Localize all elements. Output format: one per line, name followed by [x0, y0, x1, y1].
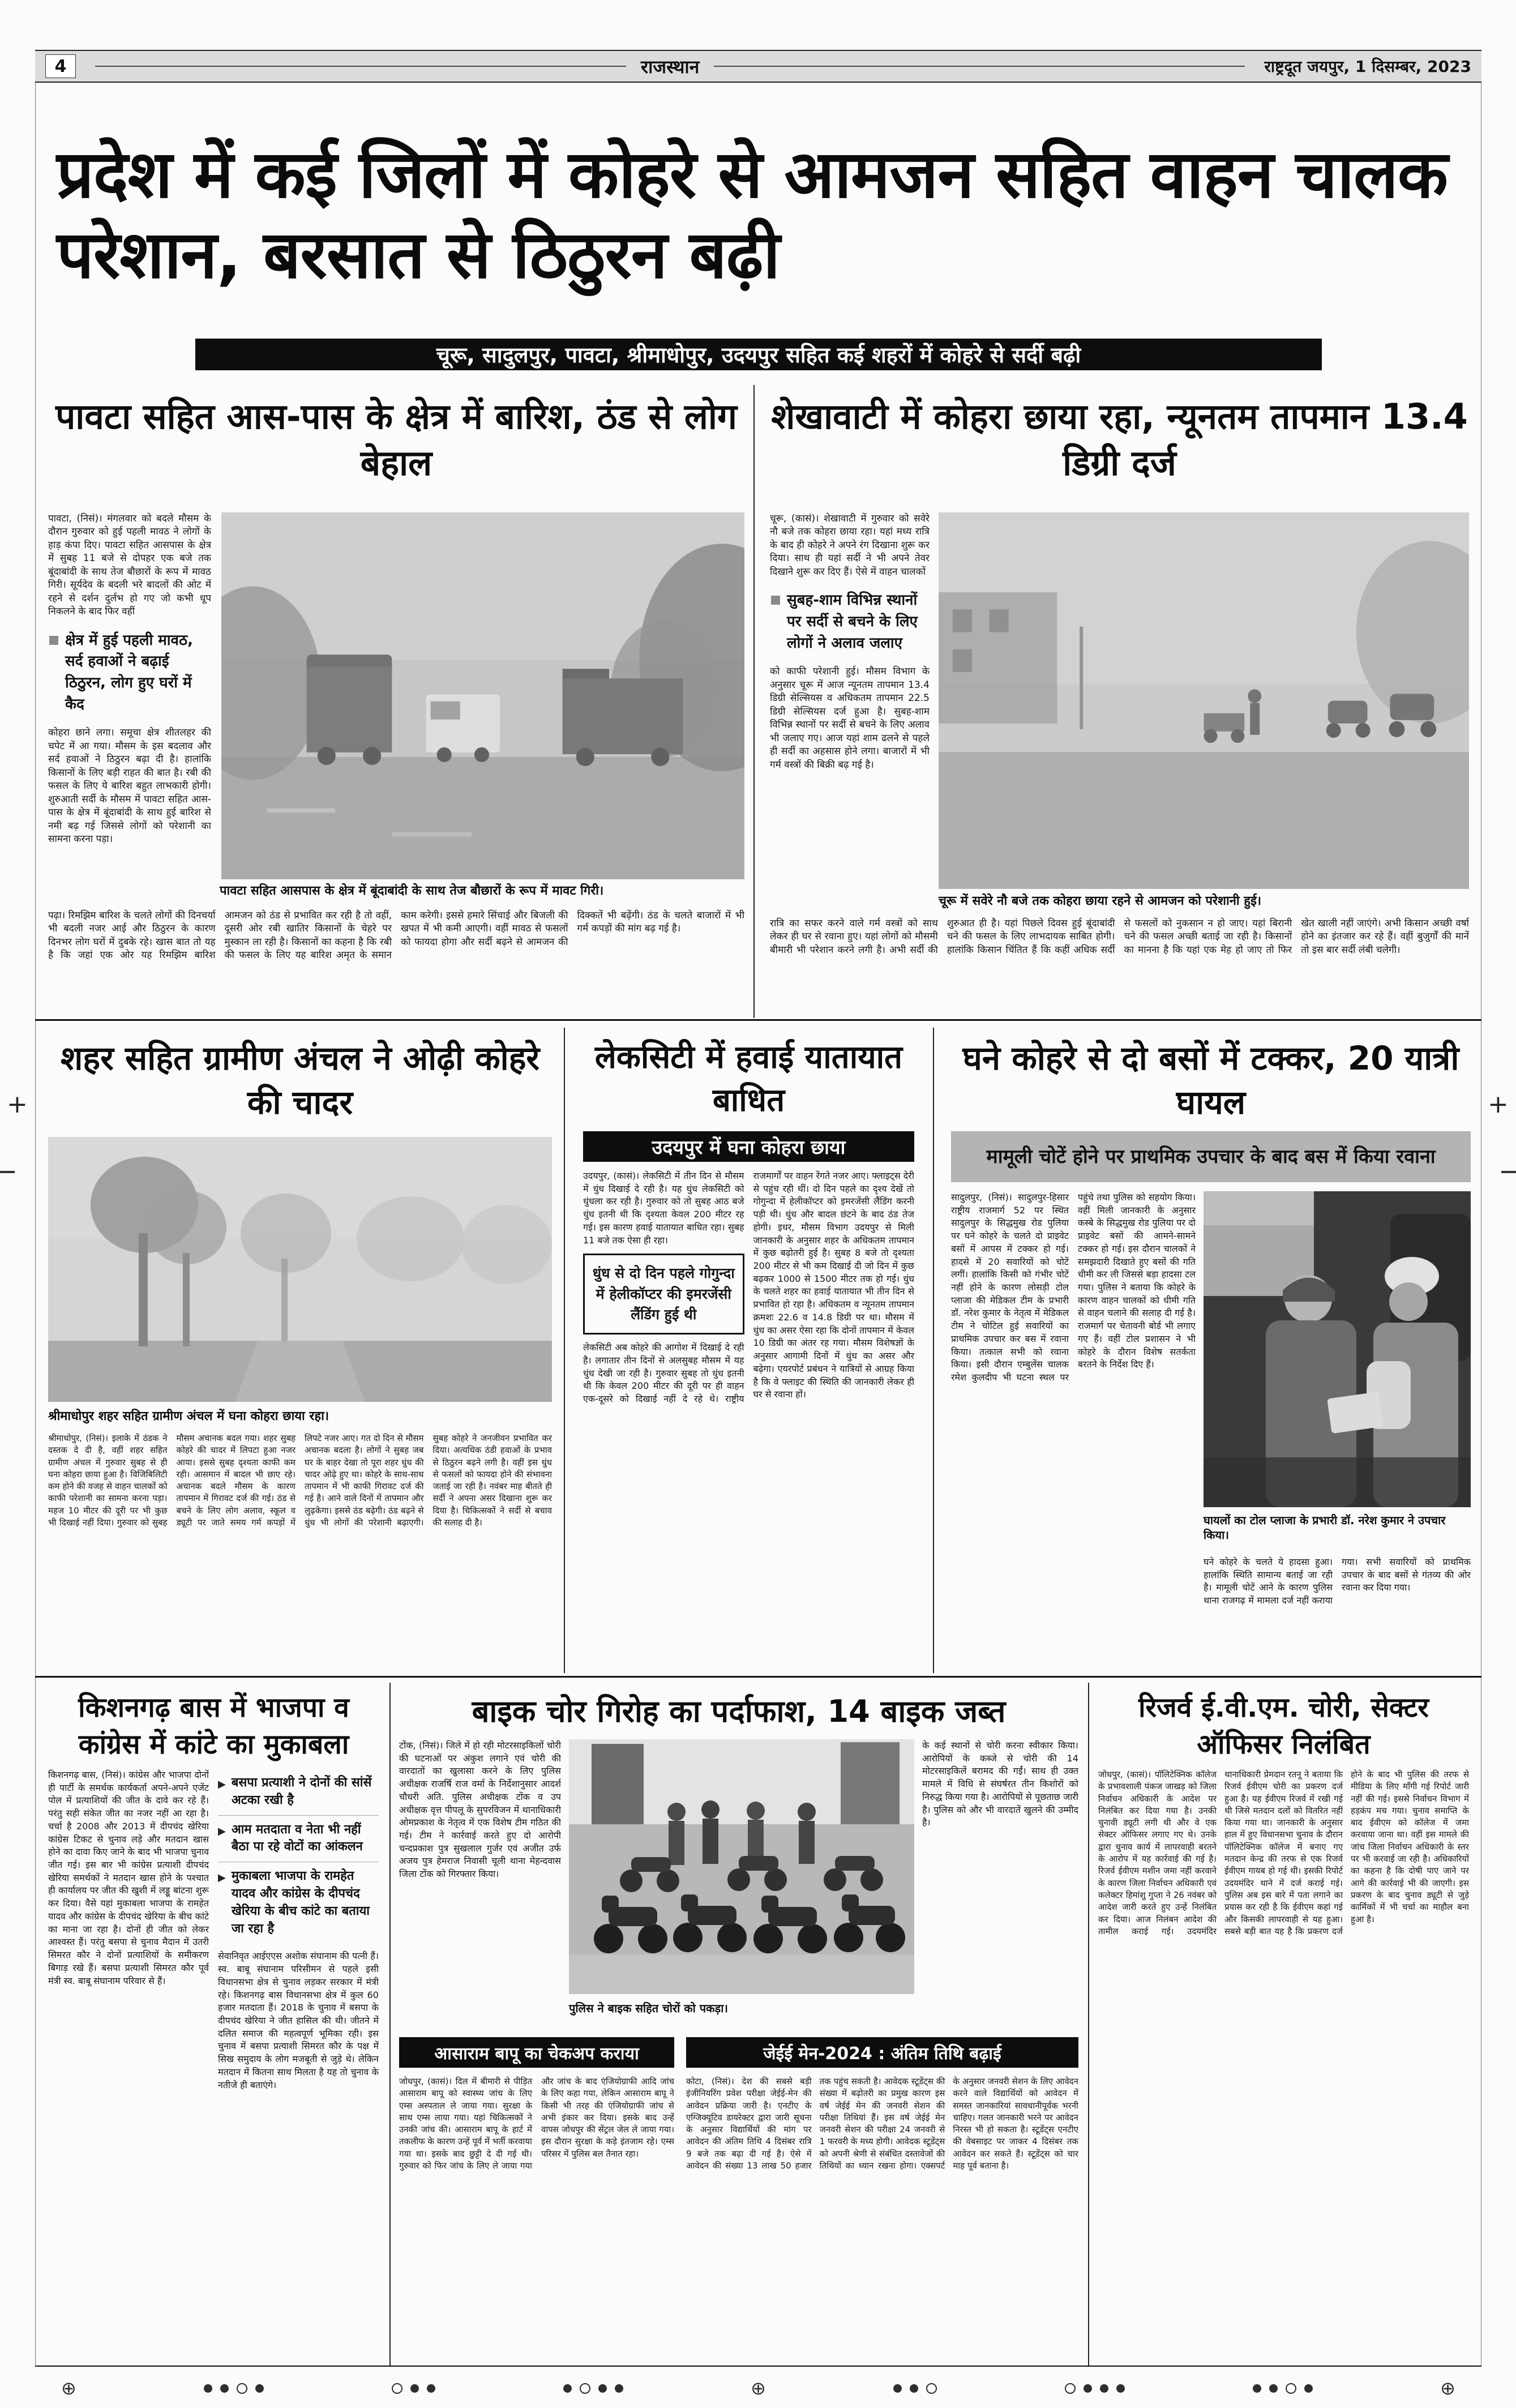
photo-fog-trees [48, 1137, 552, 1402]
registration-target-icon: ⊕ [61, 2377, 76, 2399]
pawta-pullquote [49, 630, 210, 716]
registration-plus-icon: + [1488, 1090, 1509, 1119]
bike-body-1: टोंक, (निसं)। जिले में हो रही मोटरसाइकिलों चोरी की घटनाओं पर अंकुश लगाने एवं चोरी की वारदातों का खुलासा करने के लिए पुलिस अधीक्षक राजर्षि राज वर्मा के निर्देशानुसार आदर्श चौधरी अति. पुलिस अधीक्षक टोंक व उप अधीक्षक वृत्त पीपलू के सुपरविजन में थानाधिकारी ओमप्रकाश के नेतृत्व में एक विशेष टीम गठित की गई। टीम ने कार्रवाई करते हुए दो आरोपी चन्दप्रकाश पुत्र सुखलाल गुर्जर एवं अजीत उर्फ अजय पुत्र हेमराज निवासी चूली थाना मेहन्दवास जिला टोंक को गिरफ्तार किया। [399, 1740, 561, 1880]
arrow-bullet-icon: ▶ [218, 1778, 226, 1790]
shekhawati-pullquote [771, 590, 928, 654]
lakecity-body-1: उदयपुर, (कासं)। लेकसिटी में तीन दिन से मौसम में धुंध दिखाई दे रही है। यह धुंध लेकसिटी को धुंधला कर रही है। गुरुवार को तो सुबह आठ बजे धुंध इतनी थी कि दृश्यता केवल 200 मीटर रह गई। इस कारण हवाई यातायात बाधित रहा। सुबह 11 बजे तक ऐसा ही रहा। [583, 1170, 744, 1246]
divider-middle-1 [564, 1028, 565, 1673]
asaram-headline: आसाराम बापू का चेकअप कराया [399, 2037, 674, 2068]
lakecity-infobox [583, 1254, 744, 1335]
divider-middle-2 [933, 1028, 934, 1673]
fog-trees-illustration [48, 1137, 552, 1402]
pawta-body-3: पढ़ा। रिमझिम बारिश के चलते लोगों की दिनचर्या भी बदली नजर आई और ठिठुरन के कारण दिनभर लोग घरों में दुबके रहे। खास बात तो यह है कि जहां एक ओर यह रिमझिम बारिश आमजन को ठंड से प्रभावित कर रही है तो वहीं, दूसरी ओर रबी खातिर किसानों के चेहरे पर मुस्कान ला रही है। किसानों का कहना है कि रबी की फसल के लिए यह बारिश अमृत के समान काम करेगी। इससे हमारे सिंचाई और बिजली की खपत में भी कमी आएगी। वहीं मावठ से फसलों को फायदा होगा और सर्दी बढ़ने से आमजन की दिक्कतें भी बढ़ेंगी। ठंड के चलते बाजारों में भी गर्म कपड़ों की मांग बढ़ गई है। [48, 910, 744, 961]
footer-dot-group [392, 2383, 435, 2394]
kishangarh-content [48, 1769, 379, 2361]
registration-plus-icon: + [7, 1090, 28, 1119]
bike-body-2: के कई स्थानों से चोरी करना स्वीकार किया। आरोपियों के कब्जे से चोरी की 14 मोटरसाइकिलें बरामद की गईं। साथ ही उक्त मामले में विधि से संघर्षरत तीन किशोरों को निरुद्ध किया गया है। आरोपियों से पूछताछ जारी है। पुलिस को और भी वारदातें खुलने की उम्मीद है। [922, 1740, 1078, 1828]
photo-fog-road [221, 512, 744, 879]
chadar-headline: शहर सहित ग्रामीण अंचल ने ओढ़ी कोहरे की चादर [60, 1039, 540, 1122]
divider-bottom-2 [1088, 1683, 1089, 2366]
masthead-rule-left [95, 66, 626, 67]
section-title: राजस्थान [641, 55, 700, 78]
shekhawati-body-2: को काफी परेशानी हुई। मौसम विभाग के अनुसार चूरू में आज न्यूनतम तापमान 13.4 डिग्री सेल्सियस व अधिकतम तापमान 22.5 डिग्री सेल्सियस दर्ज हुआ है। सुबह-शाम विभिन्न स्थानों पर सर्दी से बचने के लिए अलाव भी जलाए गए। आज यहां शाम ढलने से पहले ही सर्दी का अहसास होने लगा। बाजारों में भी गर्म वस्त्रों की बिक्री बढ़ गई है। [770, 666, 930, 771]
photo-churu-street [939, 512, 1469, 889]
registration-dash-icon [1501, 1171, 1516, 1173]
pawta-caption: पावटा सहित आसपास के क्षेत्र में बूंदाबांदी के साथ तेज बौछारों के रूप में मावट गिरी। [220, 884, 604, 898]
frame-left [35, 50, 36, 2367]
asaram-body: जोधपुर, (कासं)। दिल में बीमारी से पीड़ित आसाराम बापू को स्वास्थ्य जांच के लिए एम्स अस्पताल ले जाया गया। सुरक्षा के साथ एम्स लाया गया। यहां चिकित्सकों ने उनकी जांच की। आसाराम बापू के हार्ट में तकलीफ के कारण उन्हें पूर्व में भर्ती करवाया गया था। इसके बाद छुट्टी दे दी गई थी। गुरुवार को फिर जांच के लिए ले जाया गया और जांच के बाद एंजियोग्राफी आदि जांच के लिए कहा गया, लेकिन आसाराम बापू ने किसी भी तरह की एंजियोग्राफी जांच से अभी इंकार कर दिया। इसके बाद उन्हें वापस जोधपुर की सेंट्रल जेल ले जाया गया। इस दौरान सुरक्षा के कड़े इंतजाम रहे। एम्स परिसर में पुलिस बल तैनात रहा। [399, 2076, 674, 2171]
chadar-body: श्रीमाधोपुर, (निसं)। इलाके में ठंडक ने दस्तक दे दी है, वहीं शहर सहित ग्रामीण अंचल में गुरुवार सुबह से ही घना कोहरा छाया हुआ है। विजिबिलिटी कम होने की वजह से वाहन चालकों को काफी परेशानी का सामना करना पड़ा। महज 10 मीटर की दूरी पर भी कुछ भी दिखाई नहीं दिया। गुरुवार को सुबह मौसम अचानक बदल गया। शहर सुबह कोहरे की चादर में लिपटा हुआ नजर आया। इससे सुबह दृश्यता काफी कम रही। आसमान में बादल भी छाए रहे। अचानक बदले मौसम के कारण तापमान में गिरावट दर्ज की गई। ठंड से बचने के लिए लोग अलाव, स्कूल व ड्यूटी पर जाते समय गर्म कपड़ों में लिपटे नजर आए। गत दो दिन से मौसम अचानक बदला है। लोगों ने सुबह जब घर के बाहर देखा तो पूरा शहर धुंध की चादर ओढ़े हुए था। कोहरे के साथ-साथ तापमान में भी काफी गिरावट दर्ज की गई है। आने वाले दिनों में तापमान और लुढ़केगा। इससे ठंड बढ़ेगी। ठंड बढ़ने से धुंध भी लोगों की परेशानी बढ़ाएगी। सुबह कोहरे ने जनजीवन प्रभावित कर दिया। अत्यधिक ठंडी हवाओं के प्रभाव से ठिठुरन बढ़ने लगी है। वहीं इस धुंध से फसलों को फायदा होने की संभावना जताई जा रही है। नवंबर माह बीतते ही सर्दी ने अपना असर दिखाना शुरू कर दिया है। चिकित्सकों ने सर्दी से बचाव की सलाह दी है। [48, 1433, 552, 1528]
bike-caption: पुलिस ने बाइक सहित चोरों को पकड़ा। [569, 2001, 728, 2015]
pawta-column-1 [48, 512, 211, 879]
lakecity-headline: लेकसिटी में हवाई यातायात बाधित [594, 1039, 903, 1119]
edition-date: राष्ट्रदूत जयपुर, 1 दिसम्बर, 2023 [1264, 57, 1471, 76]
registration-dash-icon [0, 1171, 15, 1173]
fog-road-illustration [221, 512, 744, 879]
footer-dot-group [893, 2383, 937, 2394]
kishangarh-bullet-2-text: आम मतदाता व नेता भी नहीं बैठा पा रहे वोटों का आंकलन [231, 1822, 363, 1854]
evm-body: जोधपुर, (कासं)। पॉलिटेक्निक कॉलेज के प्रभावशाली पंकज जाखड़ को जिला निर्वाचन अधिकारी के आदेश पर निलंबित कर दिया गया है। उनकी चुनावी ड्यूटी लगी थी और वे एक सेक्टर ऑफिसर लगाए गए थे। उनके द्वारा चुनाव कार्य में लापरवाही बरतने के आरोप में यह कार्रवाई की गई है। रिजर्व ईवीएम मशीन जमा नहीं करवाने के कारण जिला निर्वाचन अधिकारी एवं कलेक्टर हिमांशु गुप्ता ने 26 नवंबर को आदेश जारी करते हुए उन्हें निलंबित कर दिया। आज निलंबन आदेश की तामील कराई गई। उदयमंदिर थानाधिकारी प्रेमदान रतनू ने बताया कि रिजर्व ईवीएम चोरी का प्रकरण दर्ज हुआ है। यह ईवीएम रिजर्व में रखी गई थी जिसे मतदान दलों को वितरित नहीं किया गया था। जानकारी के अनुसार हाल में हुए विधानसभा चुनाव के दौरान पॉलिटेक्निक कॉलेज में बनाए गए मतदान केन्द्र की तरफ से एक रिजर्व ईवीएम गायब हो गई थी। इसकी रिपोर्ट उदयमंदिर थाने में दर्ज कराई गई। पुलिस अब इस बारे में पता लगाने का प्रयास कर रही है कि ईवीएम कहां गई और किसकी लापरवाही से यह हुआ। सबसे बड़ी बात यह है कि प्रकरण दर्ज होने के बाद भी पुलिस की तरफ से मीडिया के लिए माँगी गई रिपोर्ट जारी नहीं की गई। इससे निर्वाचन विभाग में हड़कंप मच गया। चुनाव समाप्ति के बाद ईवीएम को कॉलेज में जमा करवाया जाना था। वहीं इस मामले की जांच जिला निर्वाचन अधिकारी के स्तर पर भी करवाई जा रही है। अधिकारियों का कहना है कि दोषी पाए जाने पर आगे की कार्रवाई भी की जाएगी। इस प्रकरण के बाद चुनाव ड्यूटी से जुड़े कार्मिकों में भी चर्चा का माहौल बना हुआ है। [1098, 1769, 1469, 1936]
kishangarh-bullet-3 [218, 1862, 379, 1943]
footer-dot-group [1253, 2383, 1313, 2394]
chadar-caption: श्रीमाधोपुर शहर सहित ग्रामीण अंचल में घना कोहरा छाया रहा। [48, 1409, 329, 1423]
rule-middle-bottom [35, 1676, 1481, 1678]
pawta-pullquote-text: क्षेत्र में हुई पहली मावठ, सर्द हवाओं ने बढ़ाई ठिठुरन, लोग हुए घरों में कैद [65, 631, 193, 713]
shekhawati-column-1 [770, 512, 930, 889]
shekhawati-caption: चूरू में सवेरे नौ बजे तक कोहरा छाया रहने से आमजन को परेशानी हुई। [939, 894, 1262, 908]
evm-headline: रिजर्व ई.वी.एम. चोरी, सेक्टर ऑफिसर निलंबित [1138, 1692, 1429, 1760]
kishangarh-bullet-1-text: बसपा प्रत्याशी ने दोनों की सांसें अटका रखी है [231, 1776, 372, 1807]
shekhawati-body-3: रात्रि का सफर करने वाले गर्म वस्त्रों को साथ लेकर ही घर से रवाना हुए। यहां लोगों को मौसमी बीमारी भी परेशान करने लगी है। अभी सर्दी की शुरुआत ही है। यहां पिछले दिवस हुई बूंदाबांदी चने की फसल के लिए लाभदायक साबित होगी। हालांकि किसान चिंतित हैं कि कहीं अधिक सर्दी से फसलों को नुकसान न हो जाए। यहां बिरानी चने की फसल अच्छी बताई जा रही है। किसानों का मानना है कि यहां एक मेह हो जाए तो फिर खेत खाली नहीं जाएंगे। अभी किसान अच्छी वर्षा होने का इंतजार कर रहे हैं। वहीं बुजुर्गों की मानें तो इस बार सर्दी लंबी चलेगी। [770, 918, 1469, 956]
bullet-square-icon [49, 636, 58, 645]
registration-target-icon: ⊕ [751, 2377, 766, 2399]
arrow-bullet-icon: ▶ [218, 1872, 226, 1884]
lakecity-content [583, 1170, 914, 1674]
footer-dot-group [204, 2383, 264, 2394]
masthead-center [95, 54, 1245, 79]
bikes-illustration [569, 1739, 914, 1994]
lakecity-infobox-text: धुंध से दो दिन पहले गोगुन्दा में हेलीकॉप्टर की इमरजेंसी लैंडिंग हुई थी [592, 1265, 735, 1323]
page-number-box [45, 54, 76, 78]
bus-caption: घायलों का टोल प्लाजा के प्रभारी डॉ. नरेश कुमार ने उपचार किया। [1204, 1513, 1446, 1542]
photo-bus-interior [1204, 1191, 1471, 1507]
lead-headline: प्रदेश में कई जिलों में कोहरे से आमजन सहित वाहन चालक परेशान, बरसात से ठिठुरन बढ़ी [57, 136, 1448, 293]
footer-dot-group [1065, 2383, 1125, 2394]
bullet-square-icon [771, 596, 780, 605]
footer-dot-group [563, 2383, 623, 2394]
pawta-body-1: पावटा, (निसं)। मंगलवार को बदले मौसम के दौरान गुरुवार को हुई पहली मावठ ने लोगों के हाड़ कंपा दिए। पावटा सहित आसपास के क्षेत्र में सुबह 11 बजे से दोपहर एक बजे तक बूंदाबांदी के साथ तेज बौछारों के रूप में मावठ गिरी। सूर्यदेव के बदली भरे बादलों की ओट में रहने से दर्शन दुर्लभ हो गए जो कभी धूप निकलने के बाद फिर वहीं [48, 513, 211, 618]
kishangarh-bullet-1 [218, 1769, 379, 1816]
bus-body: सादुलपुर, (निसं)। सादुलपुर-हिसार राष्ट्रीय राजमार्ग 52 पर स्थित सादुलपुर के सिद्धमुख रोड पुलिया पर घने कोहरे के चलते दो प्राइवेट बसों में आपस में टक्कर हो गई। हादसे में 20 सवारियों को चोटें लगीं। हालांकि किसी को गंभीर चोटें नहीं होने के कारण लोसड़ी टोल प्लाजा की मेडिकल टीम के प्रभारी डॉ. नरेश कुमार के नेतृत्व में मेडिकल टीम ने चोटिल हुई सवारियों का प्राथमिक उपचार कर बस में रवाना किया। तत्काल सभी को रवाना किया। इसी दौरान एम्बुलेंस चालक रमेश कुलदीप भी घटना स्थल पर पहुंचे तथा पुलिस को सहयोग किया। वहीं मिली जानकारी के अनुसार कस्बे के सिद्धमुख रोड पुलिया पर दो प्राइवेट बसों की आमने-सामने टक्कर हो गई। इस दौरान चालकों ने समझदारी दिखाते हुए बसों की गति धीमी कर ली जिससे बड़ा हादसा टल गया। पुलिस ने बताया कि कोहरे के कारण वाहन चालकों को धीमी गति से वाहन चलाने की सलाह दी गई है। राजमार्ग पर चेतावनी बोर्ड भी लगाए गए हैं। वहीं टोल प्रशासन ने भी कोहरे के दौरान विशेष सतर्कता बरतने के निर्देश दिए हैं। [951, 1192, 1196, 1383]
bus-headline: घने कोहरे से दो बसों में टक्कर, 20 यात्री घायल [962, 1039, 1459, 1122]
lakecity-columns [583, 1170, 914, 1674]
bus-interior-illustration [1204, 1191, 1471, 1507]
rule-top-middle [35, 1019, 1481, 1021]
shekhawati-body-1: चूरू, (कासं)। शेखावाटी में गुरुवार को सवेरे नौ बजे तक कोहरा छाया रहा। यहां मध्य रात्रि के बाद ही कोहरे ने अपने रंग दिखाना शुरू कर दिया। साथ ही यहां सर्दी ने भी अपने तेवर दिखाने शुरू कर दिए हैं। ऐसे में वाहन चालकों [770, 513, 930, 578]
bus-body-2: घने कोहरे के चलते ये हादसा हुआ। हालांकि स्थिति सामान्य बताई जा रही है। मामूली चोटें आने के कारण पुलिस थाना राजगढ़ में मामला दर्ज नहीं कराया गया। सभी सवारियों को प्राथमिक उपचार के बाद बसों से गंतव्य की ओर रवाना कर दिया गया। [1204, 1556, 1471, 1606]
kishangarh-column-2 [218, 1769, 379, 2361]
jee-headline: जेईई मेन-2024 : अंतिम तिथि बढ़ाई [686, 2037, 1078, 2068]
kishangarh-body-2: सेवानिवृत आईएएस अशोक संघानाम की पत्नी हैं। स्व. बाबू संघानाम परिसीमन से पहले इसी विधानसभा क्षेत्र से चुनाव लड़कर सरकार में मंत्री रहे। किशनगढ़ बास विधानसभा क्षेत्र में कुल 60 हजार मतदाता हैं। 2018 के चुनाव में बसपा के दीपचंद खेरिया ने जीत हासिल की थी। जीतने में दलित समाज की महत्वपूर्ण भूमिका रही। इस चुनाव में बसपा प्रत्याशी सिमरत कौर के पक्ष में सिख समुदाय के लोग मजबूती से जुड़े थे। लेकिन मतदान में कितना साथ मिलता है यह तो चुनाव के नतीजे ही बताएंगे। [218, 1951, 379, 2090]
churu-street-illustration [939, 512, 1469, 889]
pawta-content [48, 512, 744, 879]
shekhawati-headline: शेखावाटी में कोहरा छाया रहा, न्यूनतम तापमान 13.4 डिग्री दर्ज [771, 396, 1468, 484]
pawta-headline: पावटा सहित आस-पास के क्षेत्र में बारिश, ठंड से लोग बेहाल [55, 396, 737, 484]
registration-target-icon: ⊕ [1440, 2377, 1455, 2399]
lead-strap: चूरू, सादुलपुर, पावटा, श्रीमाधोपुर, उदयपुर सहित कई शहरों में कोहरे से सर्दी बढ़ी [195, 339, 1322, 370]
kishangarh-bullet-2 [218, 1816, 379, 1863]
pawta-body-2: कोहरा छाने लगा। समूचा क्षेत्र शीतलहर की चपेट में आ गया। मौसम के इस बदलाव और सर्द हवाओं ने ठिठुरन बढ़ा दी है। हालांकि किसानों के लिए बड़ी राहत की बात है। रबी की फसल के लिए ये बारिश बहुत लाभकारी होगी। शुरुआती सर्दी के मौसम में पावटा सहित आस-पास के क्षेत्र में बूंदाबांदी के साथ हुई बारिश से नमी बढ़ गई जिससे लोगों को परेशानी का सामना करना पड़ा। [48, 727, 211, 845]
arrow-bullet-icon: ▶ [218, 1825, 226, 1837]
photo-bikes-seized [569, 1739, 914, 1994]
kishangarh-bullet-3-text: मुकाबला भाजपा के रामहेत यादव और कांग्रेस के दीपचंद खेरिया के बीच कांटे का बताया जा रहा है [231, 1869, 370, 1936]
masthead-rule-right [714, 66, 1245, 67]
jee-body: कोटा, (निसं)। देश की सबसे बड़ी इंजीनियरिंग प्रवेश परीक्षा जेईई-मेन की आवेदन प्रक्रिया जारी है। एनटीए के एग्जिक्यूटिव डायरेक्टर द्वारा जारी सूचना के अनुसार विद्यार्थियों की मांग पर आवेदन की अंतिम तिथि 4 दिसंबर रात्रि 9 बजे तक बढ़ा दी गई है। ऐसे में आवेदन की संख्या 13 लाख 50 हजार तक पहुंच सकती है। आवेदक स्टूडेंट्स की संख्या में बढ़ोतरी का प्रमुख कारण इस वर्ष जेईई मेन की जनवरी सेशन की परीक्षा तिथियां हैं। इस वर्ष जेईई मेन जनवरी सेशन की परीक्षा 24 जनवरी से 1 फरवरी के मध्य होगी। आवेदक स्टूडेंट्स को अपनी श्रेणी से संबंधित दस्तावेजों की तिथियों का ध्यान रखना होगा। एक्सपर्ट के अनुसार जनवरी सेशन के लिए आवेदन करने वाले विद्यार्थियों को आवेदन में समस्त जानकारियां सावधानीपूर्वक भरनी चाहिए। गलत जानकारी भरने पर आवेदन निरस्त भी हो सकता है। स्टूडेंट्स एनटीए की वेबसाइट पर जाकर 4 दिसंबर तक आवेदन कर सकते हैं। स्टूडेंट्स को चार माह पूर्व बताना है। [686, 2076, 1078, 2171]
masthead-bar [35, 50, 1481, 83]
divider-bottom-1 [389, 1683, 391, 2366]
shekhawati-content [770, 512, 1469, 889]
bike-headline: बाइक चोर गिरोह का पर्दाफाश, 14 बाइक जब्त [472, 1693, 1006, 1729]
divider-top-vertical [753, 385, 755, 1018]
footer-ornament-row [35, 2376, 1481, 2401]
kishangarh-body-1: किशनगढ़ बास, (निसं)। कांग्रेस और भाजपा दोनों ही पार्टी के समर्थक कार्यकर्ता अपने-अपने एजेंट पोल में प्रत्याशियों की जीत के दावे कर रहे हैं। परंतु सही संकेत जीत का नजर नहीं आ रहा है। चर्चा है 2008 और 2013 में दीपचंद खेरिया कांग्रेस टिकट से चुनाव लड़े और मतदान खास होने का दावा किए जाने के बाद भी भाजपा चुनाव जीत गई। इस बार भी कांग्रेस प्रत्याशी दीपचंद खेरिया समर्थकों ने मतदान खास होने के पश्चात ही कार्यालय पर जीत की खुशी में लड्डू बांटना शुरू कर दिया। वैसे यहां मुकाबला भाजपा के रामहेत यादव और कांग्रेस के दीपचंद खेरिया के बीच कांटे का माना जा रहा है। दोनों ही जीत को लेकर आश्वस्त हैं। परंतु बसपा से चुनाव मैदान में उतरी सिमरत कौर ने दोनों प्रत्याशियों के समीकरण बिगाड़ रखे हैं। बसपा प्रत्याशी सिमरत कौर पूर्व मंत्री स्व. बाबू संघानाम परिवार से हैं। [48, 1769, 209, 1986]
page-number: 4 [54, 56, 67, 76]
rule-footer [35, 2366, 1481, 2367]
kishangarh-headline: किशनगढ़ बास में भाजपा व कांग्रेस में कांटे का मुकाबला [78, 1692, 349, 1760]
lakecity-strap: उदयपुर में घना कोहरा छाया [583, 1131, 914, 1162]
bus-strap: मामूली चोटें होने पर प्राथमिक उपचार के बाद बस में किया रवाना [951, 1131, 1471, 1182]
lakecity-body-2: लेकसिटी अब कोहरे की आगोश में दिखाई दे रही है। लगातार तीन दिनों से अलसुबह मौसम में यह धुंध देखी जा रही है। गुरुवार सुबह तो धुंध इतनी थी कि केवल 200 मीटर की दूरी पर ही वाहन एक-दूसरे को दिखाई नहीं दे रहे थे। राष्ट्रीय राजमार्गों पर वाहन रेंगते नजर आए। फ्लाइट्स देरी से पहुंच रही थीं। दो दिन पहले का दृश्य देखें तो गोगुन्दा में हेलीकॉप्टर को इमरजेंसी लैंडिंग करनी पड़ी थी। धुंध और बादल छंटने के बाद ठंड तेज होगी। इधर, मौसम विभाग उदयपुर से मिली जानकारी के अनुसार शहर के अधिकतम तापमान में कुछ बढ़ोतरी हुई है। सुबह 8 बजे तो दृश्यता 200 मीटर से भी कम दिखाई दी जो दिन में कुछ बढ़कर 1000 से 1500 मीटर तक हो गई। धुंध के चलते शहर का हवाई यातायात भी तीन दिन से प्रभावित हो रहा है। अधिकतम व न्यूनतम तापमान क्रमशः 22.6 व 14.8 डिग्री पर था। मौसम में धुंध का असर ऐसा रहा कि दोनों तापमान में केवल 10 डिग्री का अंतर रह गया। मौसम विशेषज्ञों के अनुसार आगामी दिनों में धुंध का असर और बढ़ेगा। एयरपोर्ट प्रबंधन ने यात्रियों से आग्रह किया है कि वे फ्लाइट की स्थिति की जानकारी लेकर ही घर से रवाना हों। [583, 1170, 914, 1404]
shekhawati-pullquote-text: सुबह-शाम विभिन्न स्थानों पर सर्दी से बचने के लिए लोगों ने अलाव जलाए [787, 592, 918, 652]
